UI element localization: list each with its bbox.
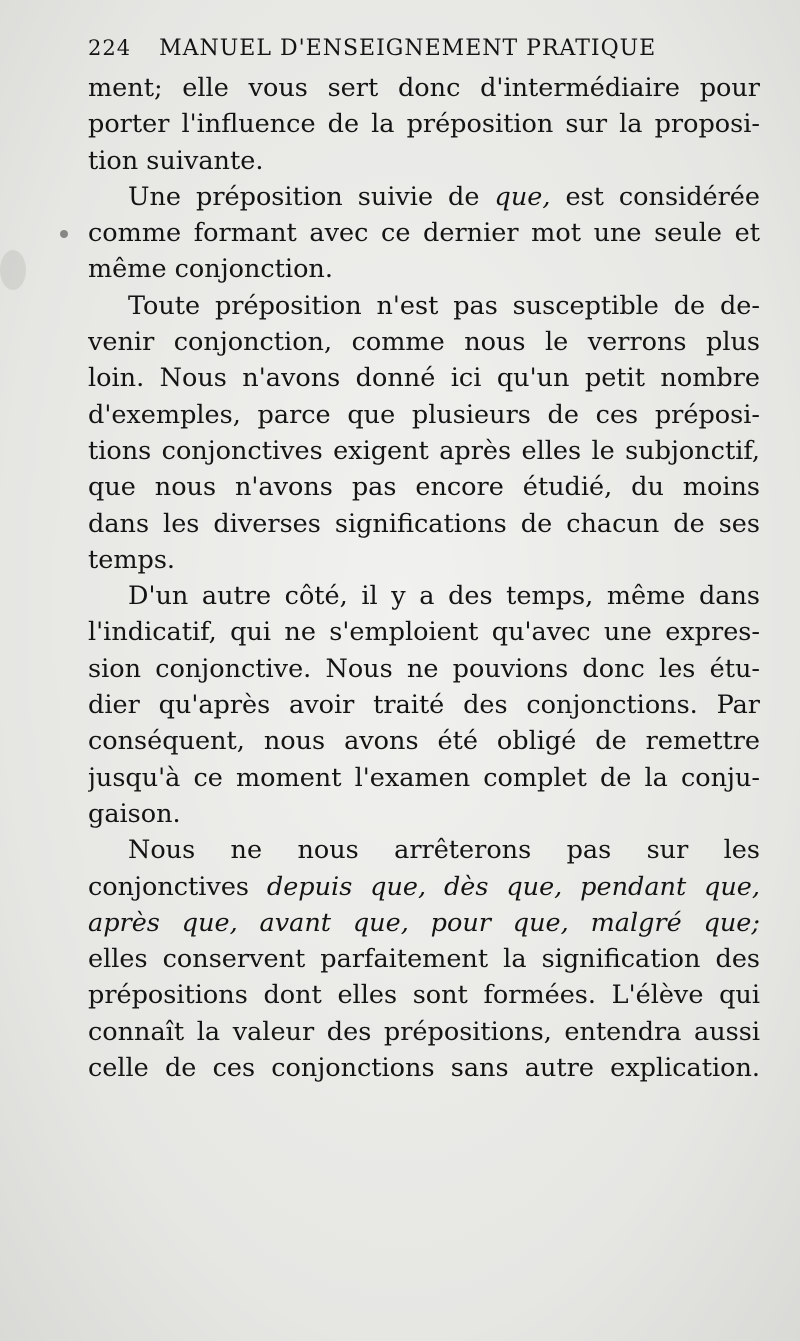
text-line: temps. [88,544,176,575]
text-line [88,905,760,941]
text-line: Nous ne nous arrêterons pas sur les [128,835,760,866]
text-line: prépositions dont elles sont formées. L'élève qui [88,980,760,1011]
text-line: l'indicatif, qui ne s'emploient qu'avec une expres- [88,617,760,648]
text-line: dier qu'après avoir traité des conjonctions. Par [88,690,760,721]
italic-text: après que, avant que, pour que, malgré que; [88,907,760,938]
text-line: gaison. [88,798,181,829]
line-text: est considérée [565,181,760,212]
text-line: Toute préposition n'est pas susceptible de de- [128,290,760,321]
text-line: jusqu'à ce moment l'examen complet de la conju- [88,762,760,793]
text-line: venir conjonction, comme nous le verrons plus [88,327,760,358]
text-line: que nous n'avons pas encore étudié, du moins [88,472,760,503]
text-line: connaît la valeur des prépositions, entendra aussi [88,1016,760,1047]
text-line: conséquent, nous avons été obligé de remettre [88,726,760,757]
italic-text: depuis que, dès que, pendant que, [266,871,760,902]
text-line: tion suivante. [88,145,264,176]
text-line: comme formant avec ce dernier mot une seule et [88,218,760,249]
running-header [88,36,688,66]
text-line: loin. Nous n'avons donné ici qu'un petit nombre [88,363,760,394]
text-line [88,869,760,905]
paper-stain [0,250,26,290]
text-line: porter l'influence de la préposition sur la proposi- [88,109,760,140]
text-line: sion conjonctive. Nous ne pouvions donc les étu- [88,653,760,684]
italic-que: que, [494,181,551,212]
line-text: Une préposition suivie de [128,181,480,212]
text-line: ment; elle vous sert donc d'intermédiaire pour [88,73,760,103]
body-text [88,70,760,1086]
text-line: elles conservent parfaitement la signification des [88,944,760,975]
text-line: dans les diverses significations de chacun de ses [88,508,760,539]
text-line: d'exemples, parce que plusieurs de ces préposi- [88,399,760,430]
page-number: 224 [88,36,132,60]
text-line: même conjonction. [88,254,333,285]
line-text: conjonctives [88,871,250,902]
text-line: D'un autre côté, il y a des temps, même dans [128,581,760,612]
text-line: celle de ces conjonctions sans autre explication. [88,1053,760,1084]
running-title: MANUEL D'ENSEIGNEMENT PRATIQUE [159,36,657,61]
ink-dot [60,230,68,238]
text-line [88,179,760,215]
text-line: tions conjonctives exigent après elles le subjonctif, [88,435,760,466]
